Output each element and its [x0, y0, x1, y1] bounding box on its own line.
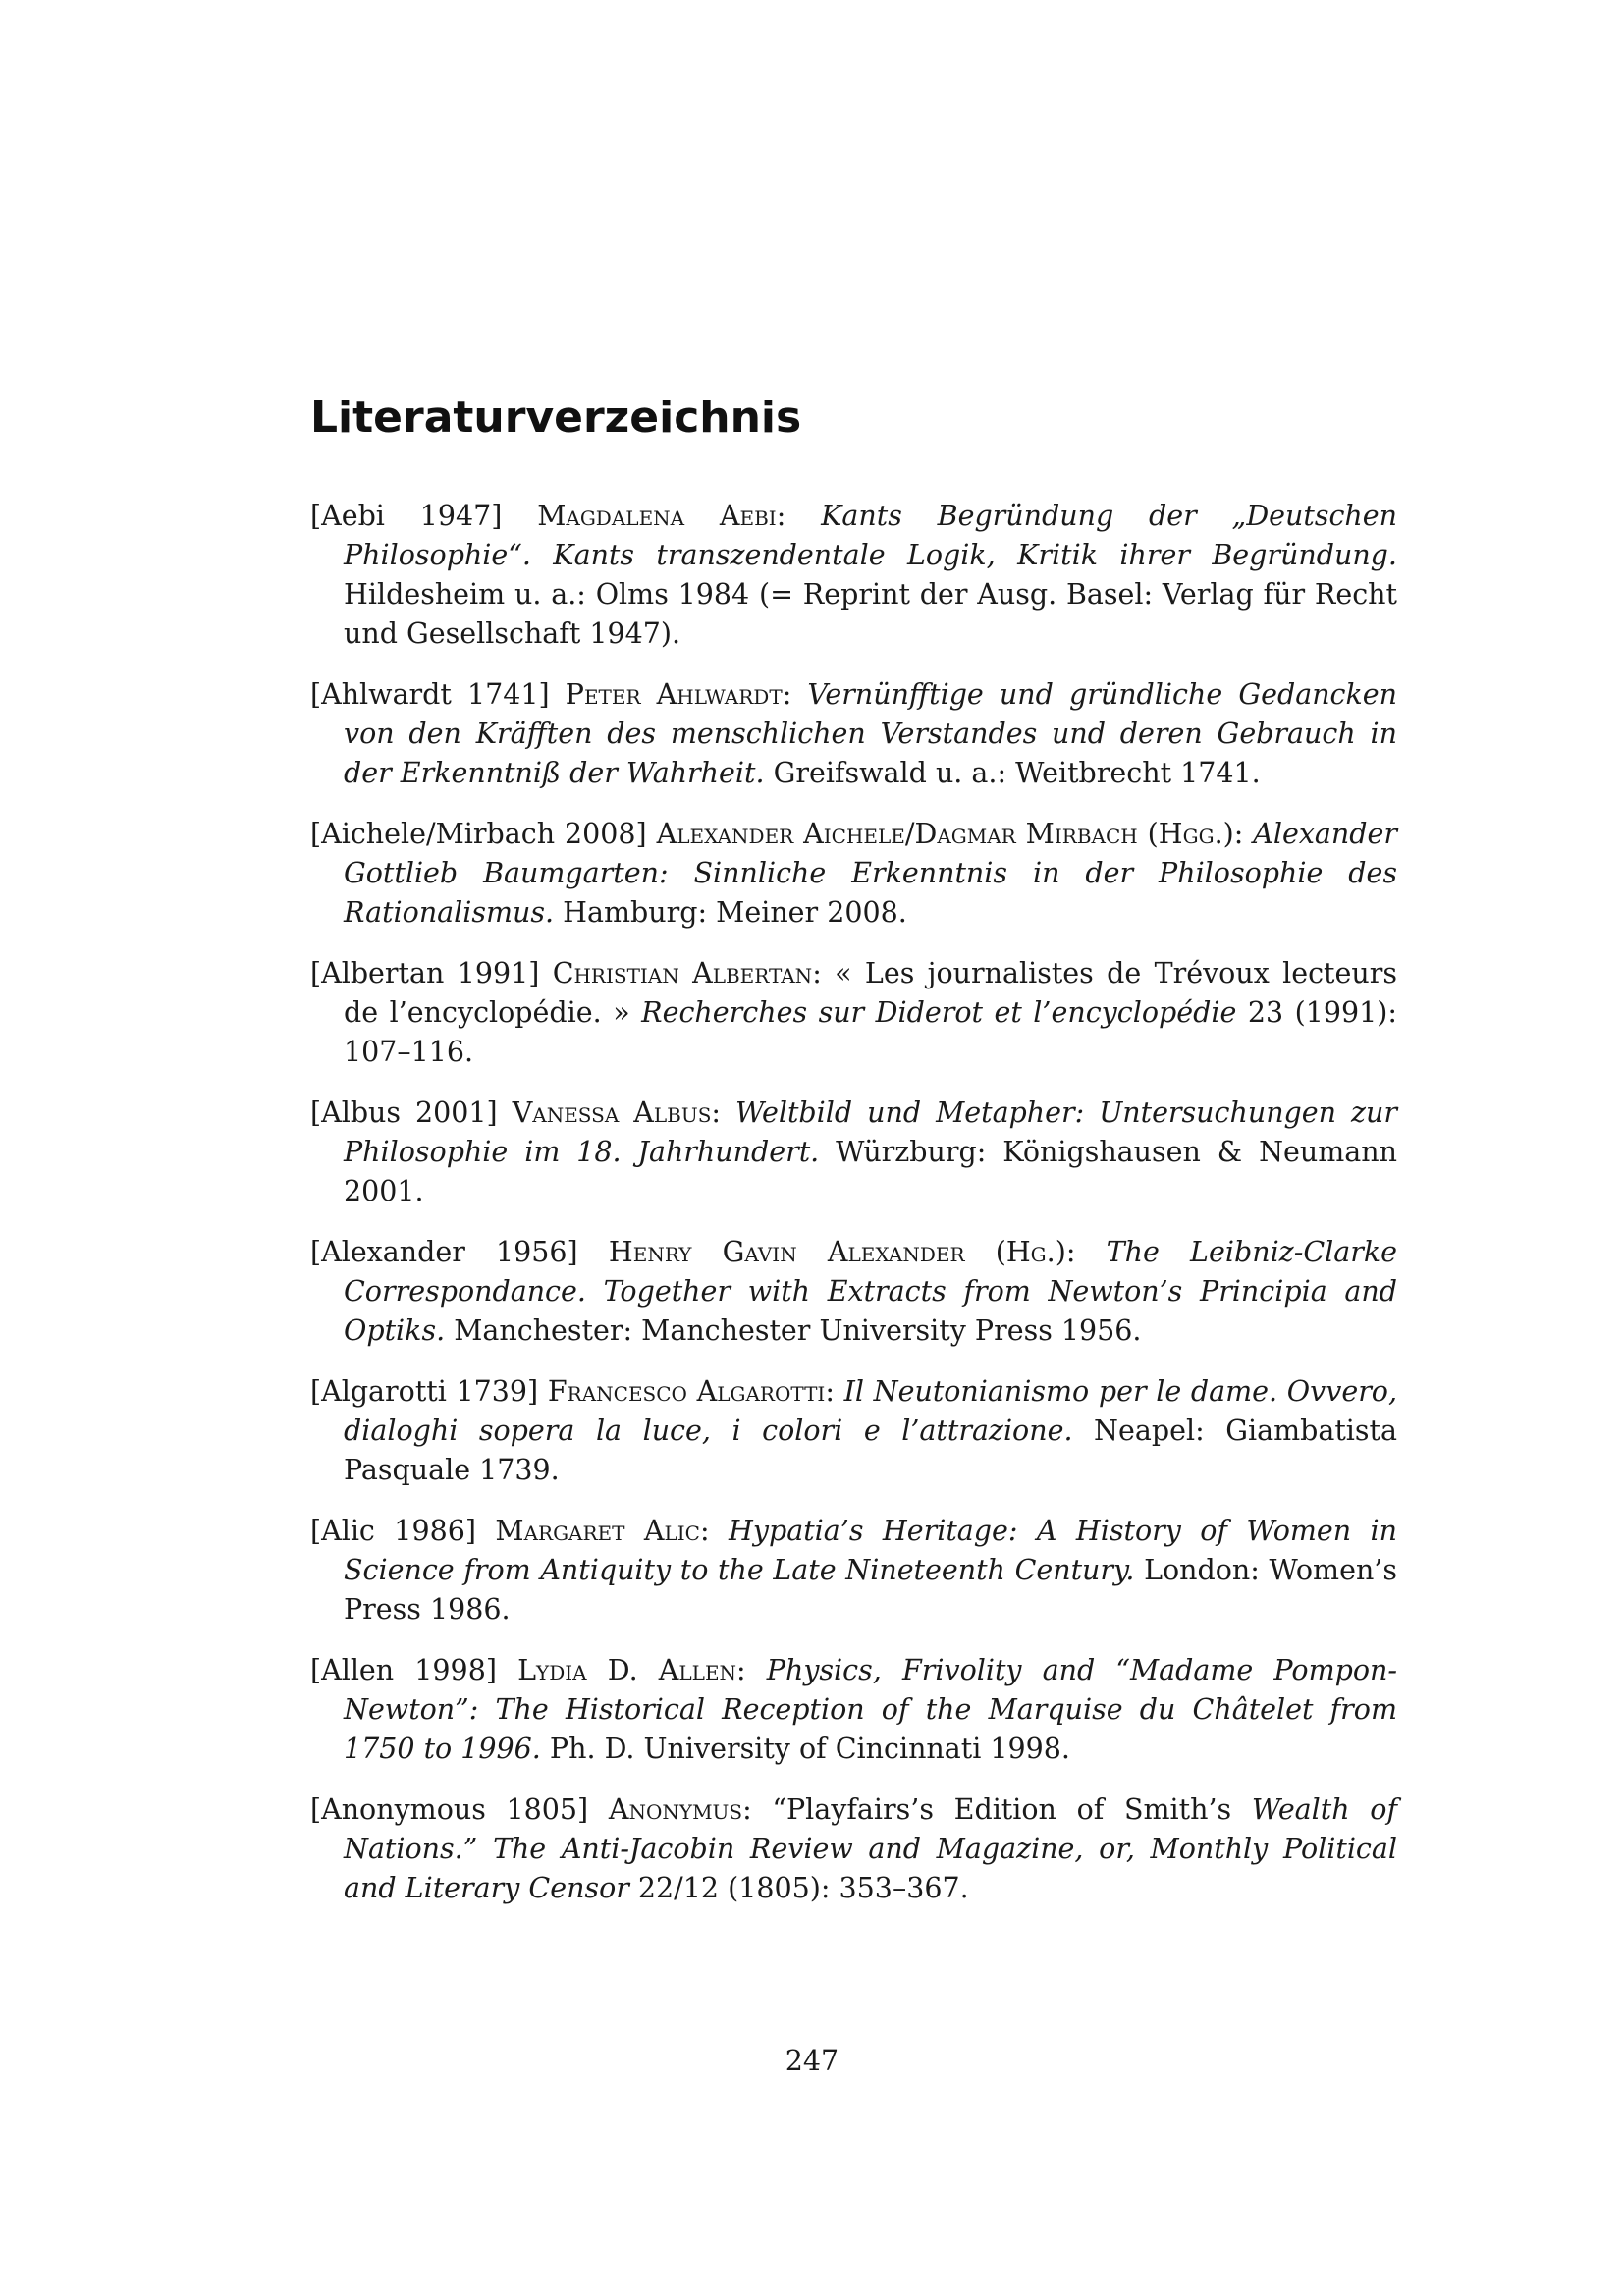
bib-entry-albertan-1991 — [310, 954, 1397, 1072]
citation-key: [Aebi 1947] — [310, 500, 503, 532]
publication-info: Neapel: Giambatista Pasquale 1739. — [344, 1415, 1397, 1486]
separator: : — [699, 1515, 730, 1547]
page-title: Literaturverzeichnis — [310, 393, 802, 443]
title: Recherches sur Diderot et l’encyclopédie — [641, 996, 1237, 1029]
title: Il Neutonianismo per le dame. Ovvero, dialoghi sopera la luce, i colori e l’attrazione. — [344, 1375, 1398, 1447]
citation-key: [Allen 1998] — [310, 1654, 497, 1686]
bib-entry-alexander-1956 — [310, 1233, 1397, 1351]
author: Henry Gavin Alexander (Hg.) — [608, 1236, 1066, 1268]
bib-entry-albus-2001 — [310, 1094, 1397, 1211]
author: Alexander Aichele/Dagmar Mirbach (Hgg.) — [656, 818, 1234, 850]
citation-key: [Albertan 1991] — [310, 957, 540, 989]
author: Magdalena Aebi — [537, 500, 777, 532]
citation-key: [Algarotti 1739] — [310, 1375, 539, 1408]
title: Physics, Frivolity and “Madame Pompon-Newton”: The Historical Reception of the Marquise du Châtelet from 1750 to 1996. — [344, 1654, 1397, 1765]
title: Wealth of Nations.” The Anti-Jacobin Review and Magazine, or, Monthly Political and Literary Censor — [344, 1793, 1397, 1904]
citation-key: [Anonymous 1805] — [310, 1793, 589, 1826]
author: Lydia D. Allen — [517, 1654, 737, 1686]
citation-key: [Alexander 1956] — [310, 1236, 578, 1268]
author: Peter Ahlwardt — [565, 678, 783, 711]
publication-info: Manchester: Manchester University Press 1956. — [445, 1314, 1142, 1347]
author: Francesco Algarotti — [547, 1375, 826, 1408]
bib-entry-algarotti-1739 — [310, 1372, 1397, 1490]
bib-entry-alic-1986 — [310, 1512, 1397, 1629]
title: Hypatia’s Heritage: A History of Women in Science from Antiquity to the Late Nineteenth Century. — [344, 1515, 1398, 1586]
author: Anonymus — [608, 1793, 743, 1826]
publication-info: Hildesheim u. a.: Olms 1984 (= Reprint der Ausg. Basel: Verlag für Recht und Gesellschaft 1947). — [344, 578, 1397, 650]
publication-info: Hamburg: Meiner 2008. — [554, 896, 907, 929]
separator: : — [776, 500, 822, 532]
separator: : “Playfairs’s Edition of Smith’s — [742, 1793, 1252, 1826]
separator: : — [711, 1096, 736, 1129]
separator: : — [736, 1654, 767, 1686]
citation-key: [Alic 1986] — [310, 1515, 476, 1547]
publication-info: London: Women’s Press 1986. — [344, 1554, 1397, 1626]
publication-info: 23 (1991): 107–116. — [344, 996, 1397, 1068]
bibliography-list — [310, 497, 1397, 1930]
bib-entry-aichele-mirbach-2008 — [310, 815, 1397, 933]
separator: : — [1065, 1236, 1107, 1268]
publication-info: Ph. D. University of Cincinnati 1998. — [540, 1733, 1070, 1765]
separator: : — [825, 1375, 844, 1408]
bib-entry-aebi-1947 — [310, 497, 1397, 654]
citation-key: [Ahlwardt 1741] — [310, 678, 550, 711]
author: Vanessa Albus — [512, 1096, 712, 1129]
bib-entry-anonymous-1805 — [310, 1790, 1397, 1908]
title: Alexander Gottlieb Baumgarten: Sinnliche Erkenntnis in der Philosophie des Rationalismus. — [344, 818, 1398, 929]
author: Christian Albertan — [552, 957, 813, 989]
title: Vernünfftige und gründliche Gedancken von den Kräfften des menschlichen Verstandes und deren Gebrauch in der Erkenntniß der Wahrheit. — [344, 678, 1398, 789]
page-number: 247 — [785, 2045, 839, 2077]
publication-info: Würzburg: Königshausen & Neumann 2001. — [344, 1136, 1397, 1207]
title: The Leibniz-Clarke Correspondance. Together with Extracts from Newton’s Principia and Optiks. — [344, 1236, 1397, 1347]
separator: : — [782, 678, 808, 711]
bib-entry-allen-1998 — [310, 1651, 1397, 1769]
title: Kants Begründung der „Deutschen Philosophie“. Kants transzendentale Logik, Kritik ihrer Begründung. — [344, 500, 1398, 571]
publication-info: 22/12 (1805): 353–367. — [628, 1872, 969, 1904]
citation-key: [Albus 2001] — [310, 1096, 498, 1129]
publication-info: Greifswald u. a.: Weitbrecht 1741. — [764, 757, 1261, 789]
bib-entry-ahlwardt-1741 — [310, 675, 1397, 793]
title: Weltbild und Metapher: Untersuchungen zur Philosophie im 18. Jahrhundert. — [344, 1096, 1398, 1168]
citation-key: [Aichele/Mirbach 2008] — [310, 818, 647, 850]
separator: : — [1233, 818, 1254, 850]
separator: : « Les journalistes de Trévoux lecteurs de l’encyclopédie. » — [344, 957, 1397, 1029]
author: Margaret Alic — [495, 1515, 700, 1547]
